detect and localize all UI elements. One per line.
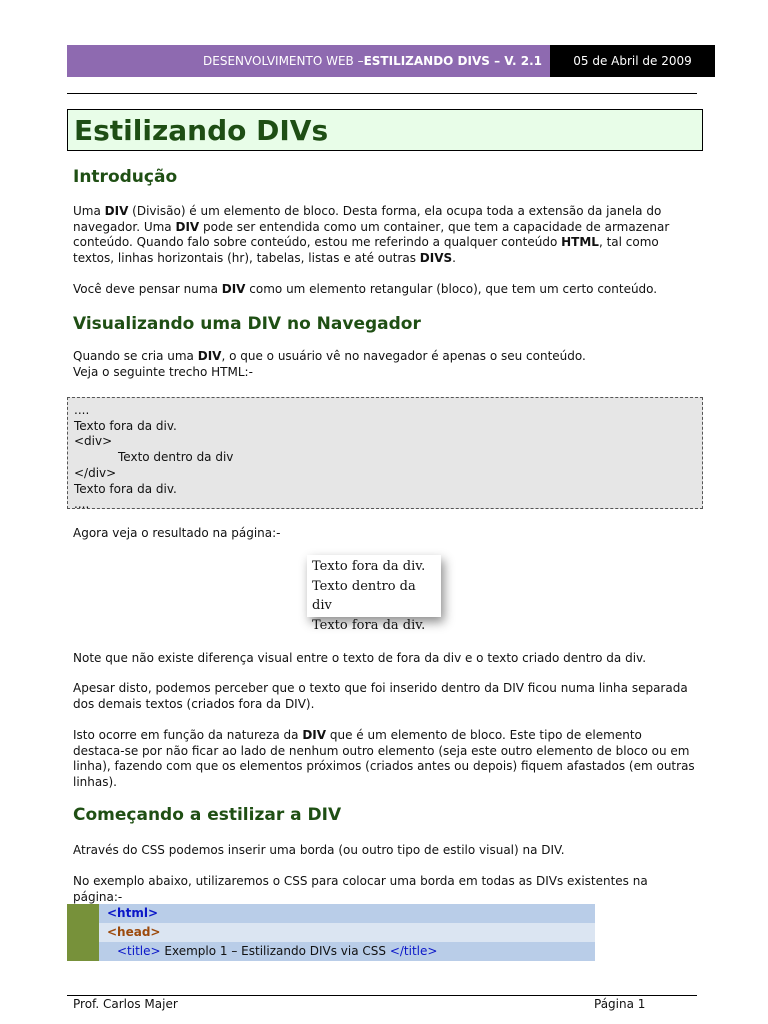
header-doc-title: ESTILIZANDO DIVS – V. 2.1	[363, 54, 542, 68]
header-title-bar	[67, 45, 550, 77]
page-title: Estilizando DIVs	[74, 114, 329, 147]
visual-paragraph-2: Agora veja o resultado na página:-	[73, 526, 281, 540]
visual-paragraph-1: Quando se cria uma DIV, o que o usuário vê no navegador é apenas o seu conteúdo. Veja o seguinte trecho HTML:-	[73, 349, 586, 379]
footer-divider	[67, 995, 697, 996]
code-line: Texto fora da div.	[74, 418, 177, 433]
code-line: <html>	[99, 904, 595, 923]
code-line: ....	[74, 403, 90, 417]
intro-paragraph-1: Uma DIV (Divisão) é um elemento de bloco. Desta forma, ela ocupa toda a extensão da janela do navegador. Uma DIV pode ser entendida como um container, que tem a capacidade de armazenar conteúdo. Quando falo sobre conteúdo, estou me referindo a qualquer conteúdo HTML, tal como textos, linhas horizontais (hr), tabelas, listas e até outras DIVS.	[73, 204, 670, 265]
render-line: Texto dentro da div	[312, 578, 416, 613]
header-section: DESENVOLVIMENTO WEB –	[203, 54, 364, 68]
heading-visualizando: Visualizando uma DIV no Navegador	[73, 314, 421, 334]
code-line: <head>	[99, 923, 595, 942]
code-gutter	[67, 904, 99, 961]
footer-author: Prof. Carlos Majer	[73, 997, 178, 1011]
code-line: ....	[74, 497, 90, 512]
page-header	[67, 45, 715, 77]
intro-paragraph-2: Você deve pensar numa DIV como um elemento retangular (bloco), que tem um certo conteúdo.	[73, 282, 658, 296]
code-line: <title> Exemplo 1 – Estilizando DIVs via CSS </title>	[99, 942, 595, 961]
styling-paragraph-1: Através do CSS podemos inserir uma borda (ou outro tipo de estilo visual) na DIV.	[73, 843, 565, 857]
code-line: Texto fora da div.	[74, 481, 177, 496]
footer-page-number: Página 1	[594, 997, 646, 1011]
css-code-example	[67, 904, 595, 961]
heading-introducao: Introdução	[73, 167, 178, 187]
visual-paragraph-3: Note que não existe diferença visual entre o texto de fora da div e o texto criado dentro da div.	[73, 651, 647, 665]
styling-paragraph-2: No exemplo abaixo, utilizaremos o CSS para colocar uma borda em todas as DIVs existentes na página:-	[73, 874, 648, 904]
html-code-snippet	[67, 397, 703, 512]
rendered-result-preview	[307, 555, 441, 633]
title-box	[67, 109, 703, 151]
visual-paragraph-4: Apesar disto, podemos perceber que o texto que foi inserido dentro da DIV ficou numa linha separada dos demais textos (criados fora da DIV).	[73, 681, 688, 711]
visual-paragraph-5: Isto ocorre em função da natureza da DIV que é um elemento de bloco. Este tipo de elemento destaca-se por não ficar ao lado de nenhum outro elemento (seja este outro elemento de bloco ou em linha), fazendo com que os elementos próximos (criados antes ou depois) fiquem afastados (em outras linhas).	[73, 728, 695, 789]
code-line: <div>	[74, 434, 113, 449]
header-date: 05 de Abril de 2009	[550, 45, 715, 77]
render-line: Texto fora da div.	[312, 559, 426, 574]
code-line: </div>	[74, 465, 117, 480]
render-line: Texto fora da div.	[312, 617, 426, 633]
code-line: Texto dentro da div	[118, 450, 234, 465]
header-divider	[67, 93, 697, 94]
heading-comecando: Começando a estilizar a DIV	[73, 805, 342, 825]
